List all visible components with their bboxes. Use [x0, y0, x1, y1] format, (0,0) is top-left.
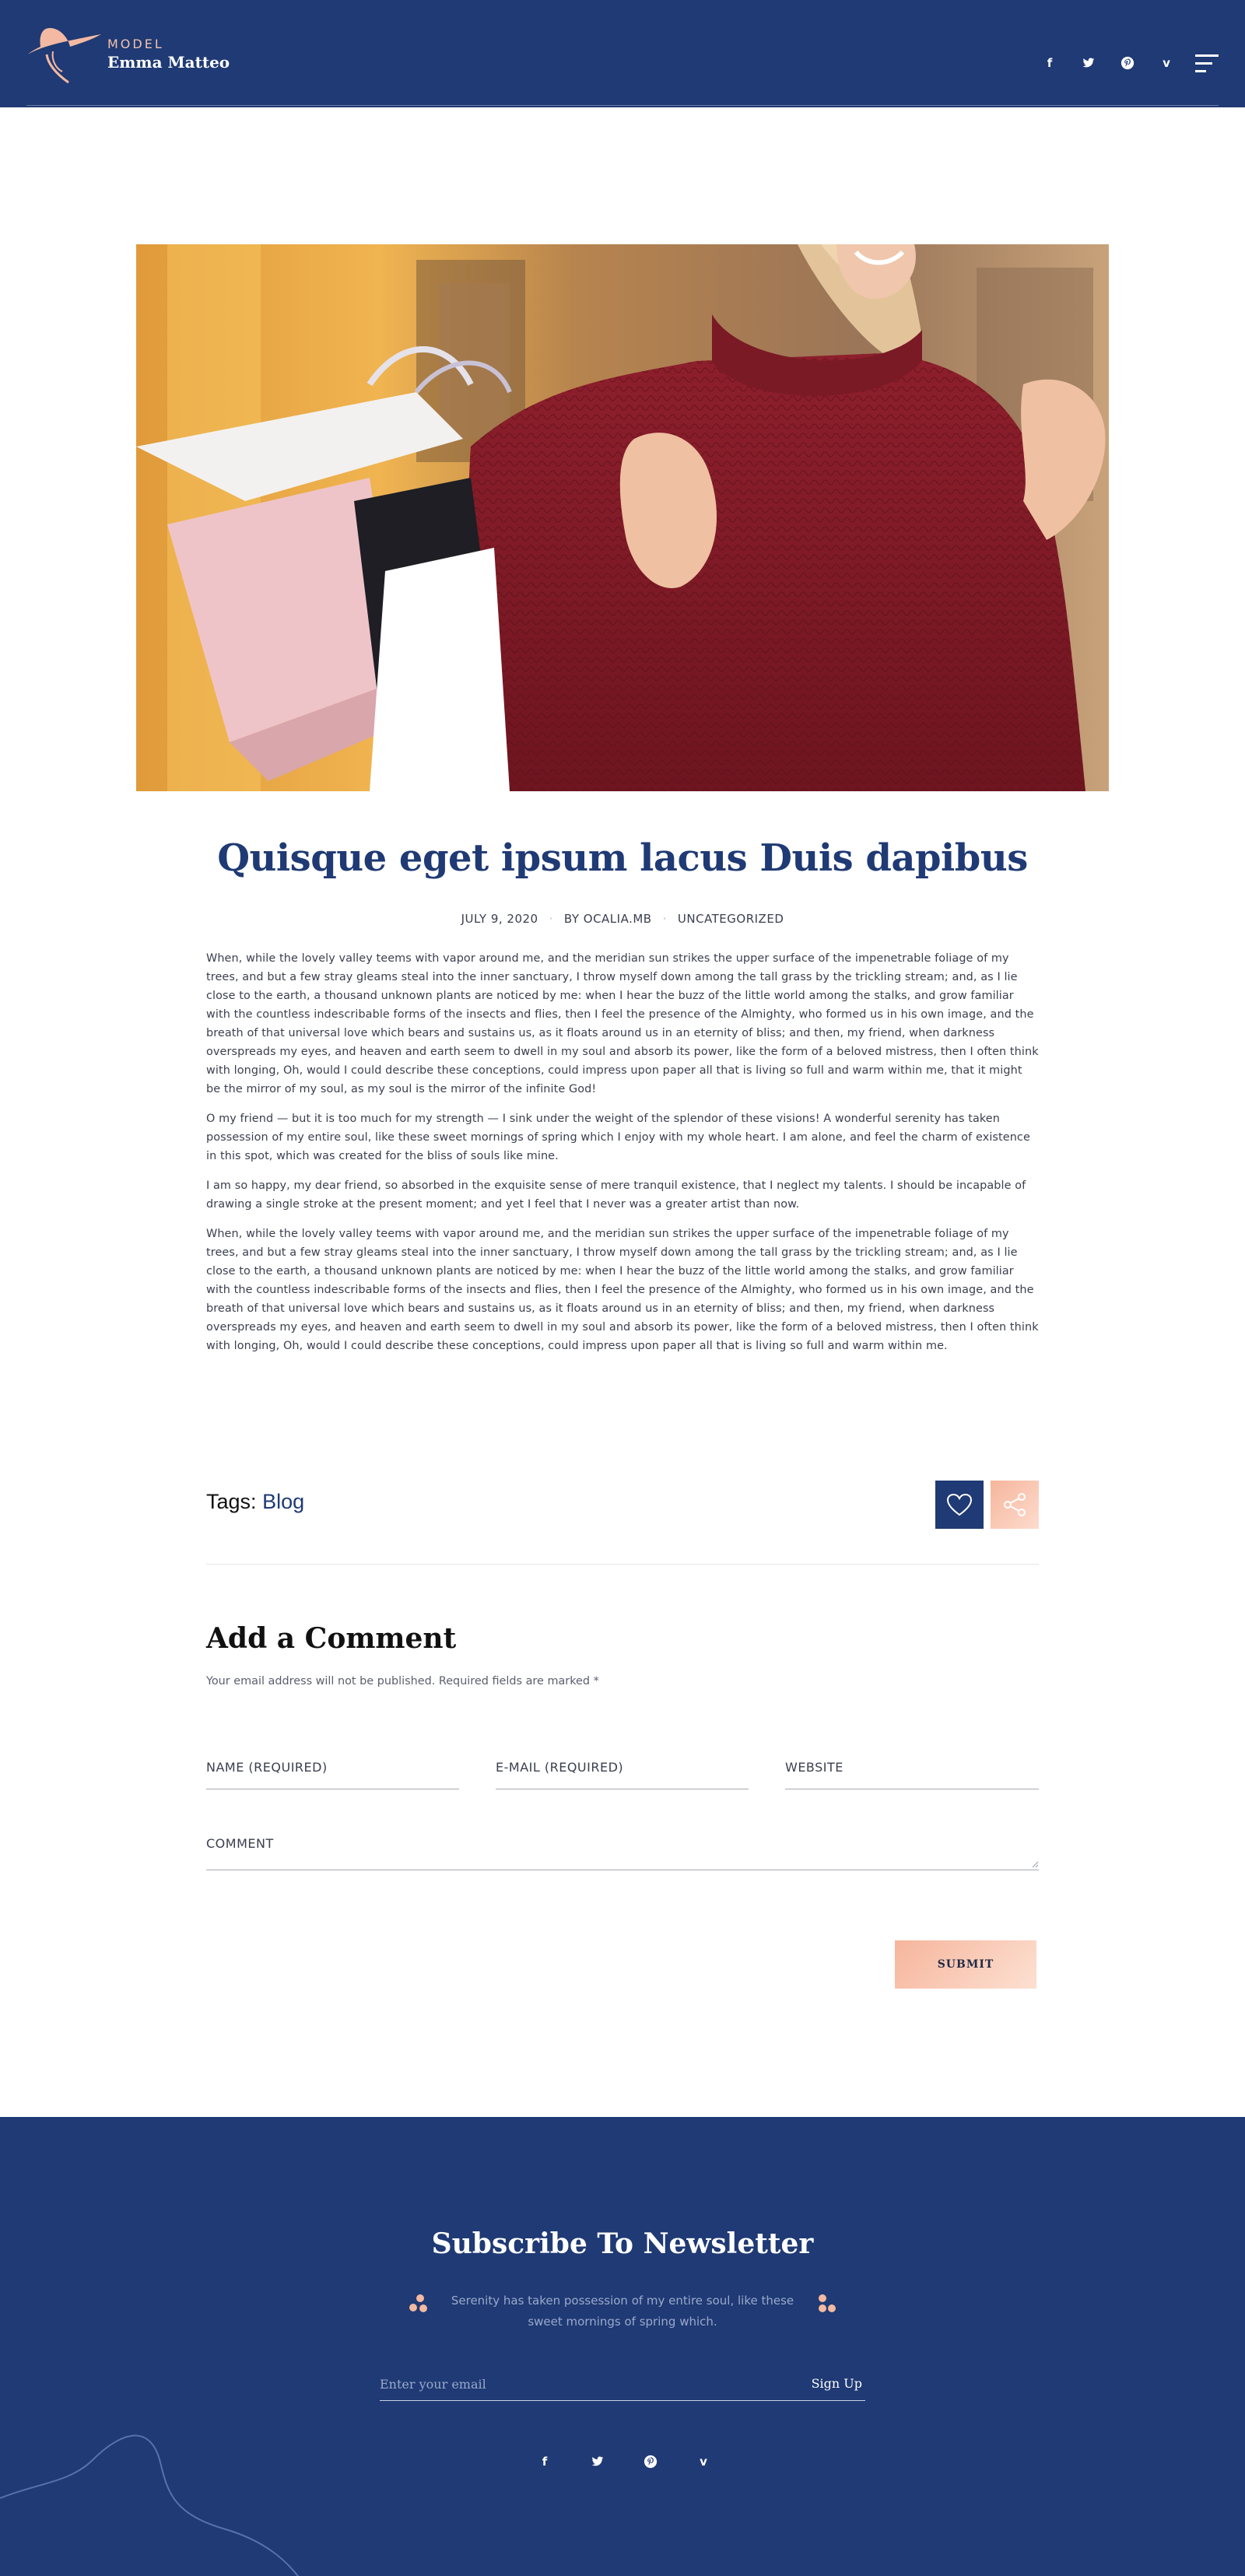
newsletter-signup-button[interactable]: Sign Up [811, 2376, 862, 2391]
tag-link-blog[interactable]: Blog [262, 1490, 305, 1513]
like-button[interactable] [935, 1481, 984, 1529]
post-author-link[interactable]: BY OCALIA.MB [563, 912, 652, 926]
facebook-icon[interactable]: f [542, 2455, 548, 2469]
post-tags [206, 1490, 304, 1514]
pinterest-icon[interactable] [644, 2455, 658, 2469]
newsletter-form [380, 2370, 865, 2401]
post-content [206, 949, 1039, 1366]
tags-label: Tags: [206, 1490, 257, 1513]
dots-decoration-icon [408, 2294, 428, 2314]
footer-decorative-line [0, 2428, 327, 2576]
dots-decoration-icon [817, 2294, 837, 2314]
twitter-icon[interactable] [591, 2455, 605, 2469]
post-paragraph: When, while the lovely valley teems with vapor around me, and the meridian sun strikes the upper surface of the impenetrable foliage of my trees, and but a few stray gleams steal into the inner sanctuary, I throw myself down among the tall grass by the trickling stream; and, as I lie close to the earth, a thousand unknown plants are noticed by me: when I hear the buzz of the little world among the stalks, and grow familiar with the countless indescribable forms of the insects and flies, then I feel the presence of the Almighty, who formed us in his own image, and the breath of that universal love which bears and sustains us, as it floats around us in an eternity of bliss; and then, my friend, when darkness overspreads my eyes, and heaven and earth seem to dwell in my soul and absorb its power, like the form of a beloved mistress, then I often think with longing, Oh, would I could describe these conceptions, could impress upon paper all that is living so full and warm within me, that it might be the mirror of my soul, as my soul is the mirror of the infinite God! [206, 952, 1039, 1095]
newsletter-text: Serenity has taken possession of my entire soul, like these sweet mornings of spring which. [451, 2294, 794, 2329]
meta-separator: · [549, 912, 553, 926]
website-input[interactable] [785, 1760, 1039, 1775]
site-header [0, 0, 1245, 107]
post-paragraph: When, while the lovely valley teems with vapor around me, and the meridian sun strikes the upper surface of the impenetrable foliage of my trees, and but a few stray gleams steal into the inner sanctuary, I throw myself down among the tall grass by the trickling stream; and, as I lie close to the earth, a thousand unknown plants are noticed by me: when I hear the buzz of the little world among the stalks, and grow familiar with the countless indescribable forms of the insects and flies, then I feel the presence of the Almighty, who formed us in his own image, and the breath of that universal love which bears and sustains us, as it floats around us in an eternity of bliss; and then, my friend, when darkness overspreads my eyes, and heaven and earth seem to dwell in my soul and absorb its power, like the form of a beloved mistress, then I often think with longing, Oh, would I could describe these conceptions, could impress upon paper all that is living so full and warm within me. [206, 1228, 1039, 1352]
submit-comment-button[interactable]: SUBMIT [895, 1940, 1036, 1989]
email-input[interactable] [496, 1760, 749, 1775]
share-button[interactable] [991, 1481, 1039, 1529]
name-field-wrap [206, 1760, 459, 1789]
brand-tagline: MODEL [107, 36, 164, 51]
newsletter-title: Subscribe To Newsletter [431, 2227, 814, 2260]
resize-grip-icon[interactable] [1031, 1860, 1039, 1868]
header-social-links [1043, 56, 1173, 70]
header-divider [26, 105, 1219, 106]
hat-woman-logo-icon [26, 23, 103, 84]
pinterest-icon[interactable] [1120, 56, 1135, 70]
footer-social-links [0, 2455, 1245, 2469]
post-title: Quisque eget ipsum lacus Duis dapibus [217, 836, 1028, 880]
facebook-icon[interactable]: f [1047, 56, 1053, 70]
newsletter-email-input[interactable] [380, 2370, 769, 2398]
site-logo[interactable] [26, 23, 230, 84]
post-paragraph: I am so happy, my dear friend, so absorbed in the exquisite sense of mere tranquil existence, that I neglect my talents. I should be incapable of drawing a single stroke at the present moment; and yet I feel that I never was a greater artist than now. [206, 1179, 1026, 1211]
vimeo-icon[interactable]: v [700, 2455, 707, 2469]
section-divider [206, 1564, 1039, 1565]
hamburger-menu-icon[interactable] [1195, 54, 1219, 75]
share-icon [1001, 1491, 1028, 1518]
post-date-link[interactable]: JULY 9, 2020 [461, 912, 538, 926]
heart-icon [946, 1493, 973, 1516]
vimeo-icon[interactable]: v [1163, 56, 1170, 70]
post-meta [136, 912, 1109, 926]
post-featured-image [136, 244, 1109, 791]
twitter-icon[interactable] [1082, 56, 1096, 70]
brand-name: Emma Matteo [107, 52, 230, 72]
comment-field-wrap [206, 1836, 1039, 1870]
name-input[interactable] [206, 1760, 459, 1775]
site-footer [0, 2117, 1245, 2576]
comment-form-note: Your email address will not be published. Required fields are marked * [206, 1675, 599, 1688]
meta-separator: · [662, 912, 667, 926]
email-field-wrap [496, 1760, 749, 1789]
comment-form-title: Add a Comment [206, 1622, 457, 1655]
post-paragraph: O my friend — but it is too much for my strength — I sink under the weight of the splendor of these visions! A wonderful serenity has taken possession of my entire soul, like these sweet mornings of spring which I enjoy with my whole heart. I am alone, and feel the charm of existence in this spot, which was created for the bliss of souls like mine. [206, 1113, 1030, 1162]
comment-textarea[interactable] [206, 1836, 1039, 1867]
post-category-link[interactable]: UNCATEGORIZED [677, 912, 784, 926]
website-field-wrap [785, 1760, 1039, 1789]
